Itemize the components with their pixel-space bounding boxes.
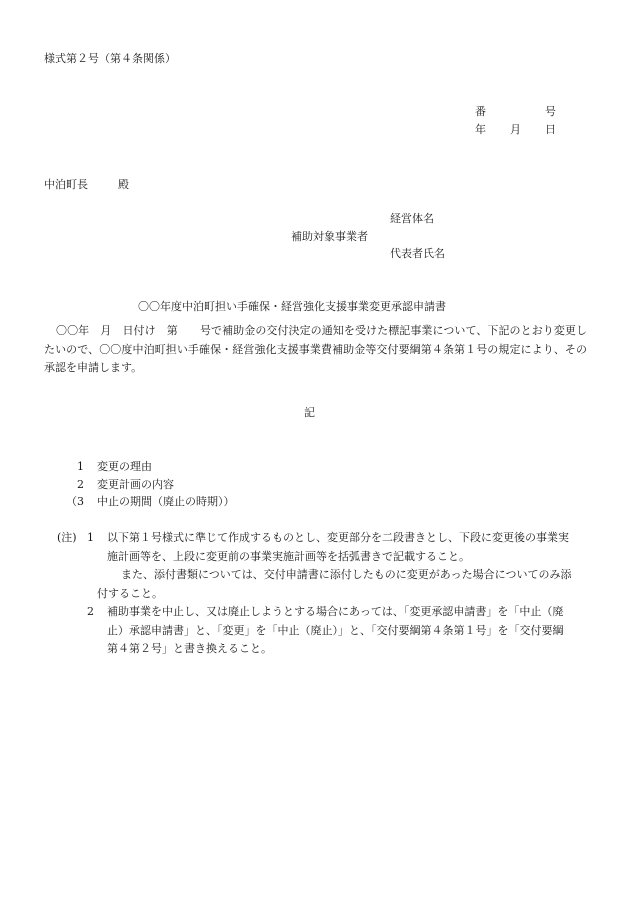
form-label: 様式第２号（第４条関係） [44, 52, 176, 65]
item-2-text: 変更計画の内容 [97, 478, 174, 491]
number-go-label: 号 [545, 105, 556, 118]
note-1-number: 1 [87, 531, 94, 544]
body-paragraph: 〇〇年 月 日付け 第 号で補助金の交付決定の通知を受けた標記事業について、下記のとおり変更したいので、〇〇度中泊町担い手確保・経営強化支援事業費補助金等交付要綱第４条第１号の規定により、その承認を申請します。 [44, 324, 587, 374]
document-title: 〇〇年度中泊町担い手確保・経営強化支援事業変更承認申請書 [138, 300, 446, 313]
applicant-group-label: 補助対象事業者 [291, 230, 368, 243]
item-3-number: （3 [66, 495, 84, 508]
entity-name-label: 経営体名 [390, 212, 434, 225]
date-day-label: 日 [545, 123, 556, 136]
date-year-label: 年 [475, 123, 486, 136]
ki-heading: 記 [304, 406, 315, 419]
number-ban-label: 番 [475, 105, 486, 118]
addressee-honorific: 殿 [118, 178, 129, 191]
addressee-name: 中泊町長 [44, 178, 88, 191]
notes-label: (注) [57, 531, 77, 544]
item-1-number: 1 [77, 460, 84, 473]
item-1-text: 変更の理由 [97, 460, 152, 473]
note-1-extra: また、添付書類については、交付申請書に添付したものに変更があった場合についてのみ添付すること。 [97, 568, 572, 600]
note-1-text: 以下第１号様式に準じて作成するものとし、変更部分を二段書きとし、下段に変更後の事業実施計画等を、上段に変更前の事業実施計画等を括弧書きで記載すること。 [107, 531, 569, 563]
item-2-number: 2 [77, 478, 84, 491]
date-month-label: 月 [510, 123, 521, 136]
item-3-text: 中止の期間（廃止の時期）） [97, 495, 235, 508]
representative-name-label: 代表者氏名 [390, 247, 445, 260]
note-2-number: 2 [87, 605, 94, 618]
note-2-text: 補助事業を中止し、又は廃止しようとする場合にあっては、「変更承認申請書」を「中止（廃止）承認申請書」と、「変更」を「中止（廃止）」と、「交付要綱第４条第１号」を「交付要綱第４第２号」と書き換えること。 [107, 605, 564, 655]
